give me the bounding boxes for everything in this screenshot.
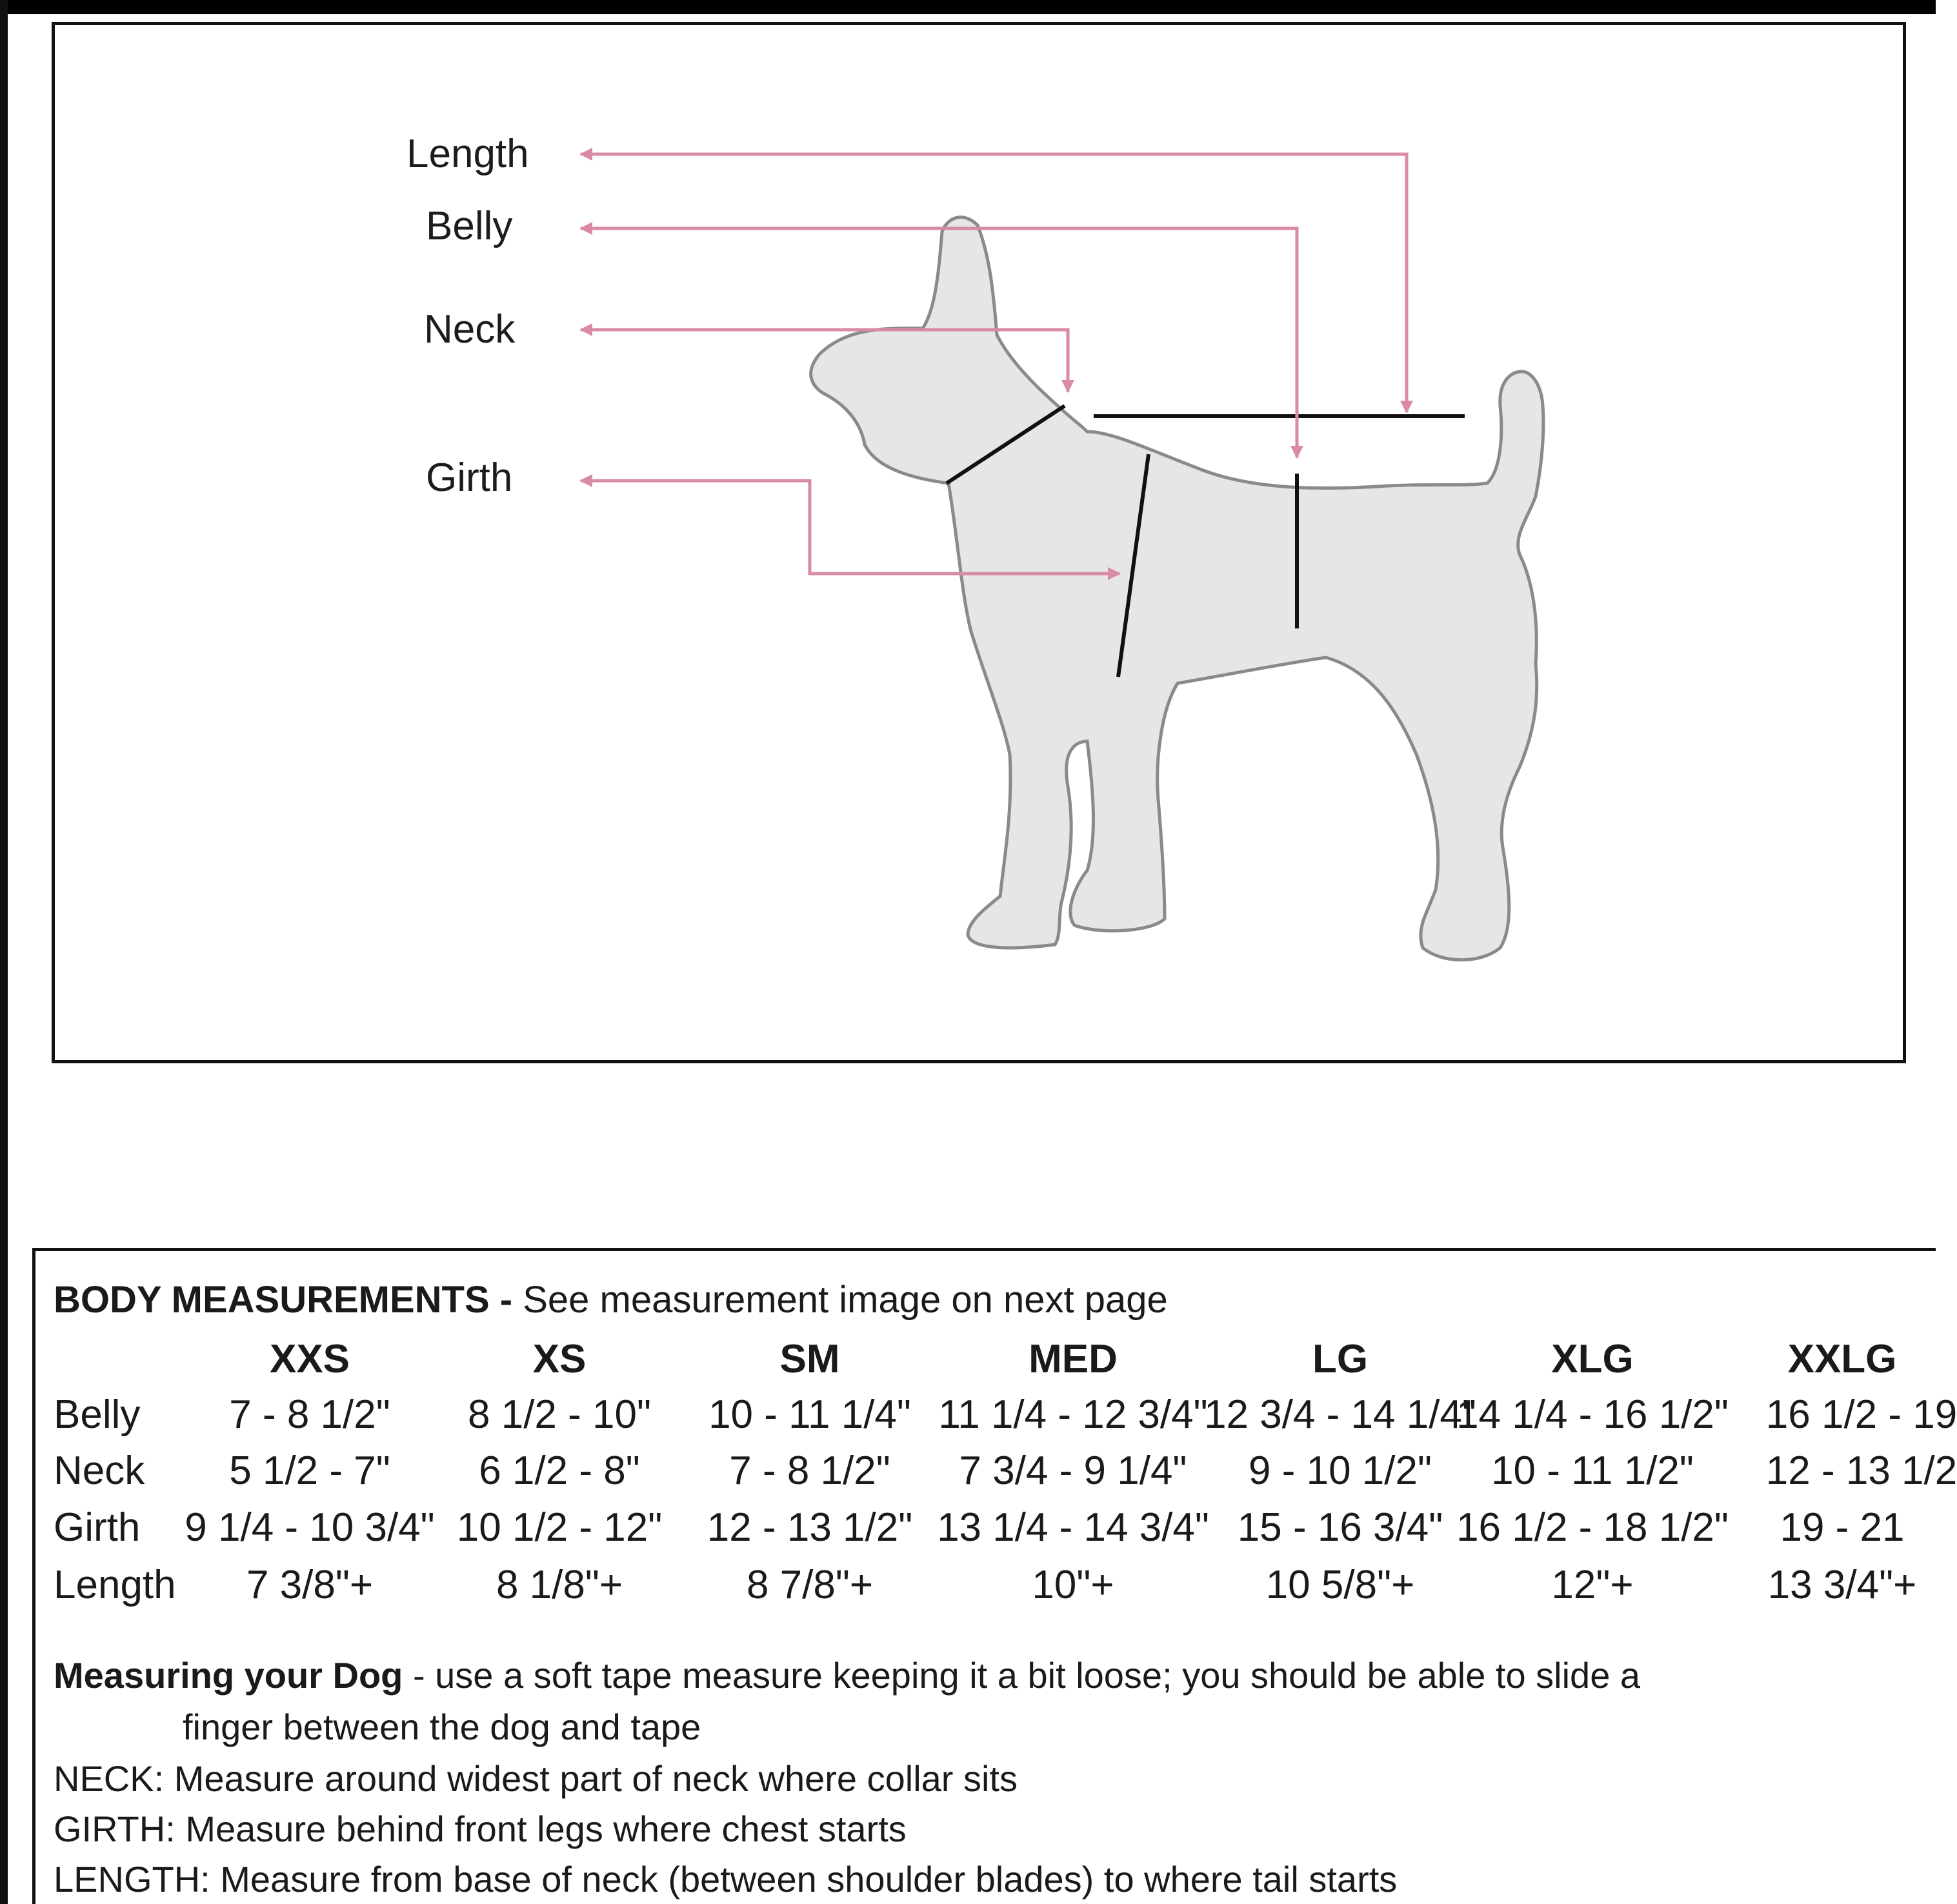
length-instruction: LENGTH: Measure from base of neck (between shoulder blades) to where tail starts bbox=[54, 1859, 1398, 1899]
table-cell: 16 1/2 - 19 bbox=[1765, 1392, 1957, 1437]
table-cell: 7 3/4 - 9 1/4" bbox=[959, 1448, 1187, 1493]
table-cell: 8 7/8"+ bbox=[746, 1563, 874, 1607]
size-chart-heading: BODY MEASUREMENTS - See measurement image on next page bbox=[54, 1279, 1168, 1321]
size-header-xlg: XLG bbox=[1551, 1337, 1634, 1381]
size-header-sm: SM bbox=[779, 1337, 840, 1381]
label-length: Length bbox=[406, 132, 529, 176]
table-cell: 5 1/2 - 7" bbox=[229, 1448, 390, 1493]
size-header-xxlg: XXLG bbox=[1787, 1337, 1897, 1381]
table-cell: 15 - 16 3/4" bbox=[1237, 1505, 1443, 1550]
row-label-girth: Girth bbox=[54, 1505, 141, 1550]
table-cell: 7 3/8"+ bbox=[246, 1563, 374, 1607]
table-cell: 10 - 11 1/2" bbox=[1491, 1448, 1694, 1493]
table-cell: 12"+ bbox=[1551, 1563, 1634, 1607]
measuring-instructions-continued: finger between the dog and tape bbox=[183, 1707, 701, 1747]
table-cell: 7 - 8 1/2" bbox=[229, 1392, 390, 1437]
left-border-edge bbox=[0, 0, 8, 1904]
top-border-bar bbox=[0, 0, 1936, 14]
table-cell: 10 1/2 - 12" bbox=[456, 1505, 663, 1550]
table-cell: 10 - 11 1/4" bbox=[708, 1392, 911, 1437]
label-girth: Girth bbox=[426, 456, 513, 500]
row-label-belly: Belly bbox=[54, 1392, 141, 1437]
table-cell: 12 - 13 1/2" bbox=[707, 1505, 913, 1550]
size-header-xs: XS bbox=[532, 1337, 587, 1381]
table-cell: 13 1/4 - 14 3/4" bbox=[937, 1505, 1209, 1550]
table-cell: 9 1/4 - 10 3/4" bbox=[185, 1505, 435, 1550]
neck-instruction: NECK: Measure around widest part of neck where collar sits bbox=[54, 1758, 1018, 1799]
girth-instruction: GIRTH: Measure behind front legs where chest starts bbox=[54, 1809, 907, 1849]
table-cell: 6 1/2 - 8" bbox=[479, 1448, 640, 1493]
table-cell: 8 1/8"+ bbox=[496, 1563, 623, 1607]
table-cell: 16 1/2 - 18 1/2" bbox=[1456, 1505, 1729, 1550]
table-cell: 10 5/8"+ bbox=[1265, 1563, 1415, 1607]
measurement-diagram-frame bbox=[52, 22, 1906, 1063]
size-chart-panel bbox=[32, 1248, 1957, 1904]
table-cell: 12 3/4 - 14 1/4" bbox=[1204, 1392, 1476, 1437]
measuring-instructions: Measuring your Dog - use a soft tape measure keeping it a bit loose; you should be able to slide a bbox=[54, 1655, 1641, 1696]
label-neck: Neck bbox=[424, 307, 516, 352]
label-belly: Belly bbox=[426, 204, 513, 248]
dog-measurement-diagram bbox=[55, 25, 1903, 1060]
table-cell: 10"+ bbox=[1032, 1563, 1114, 1607]
table-cell: 12 - 13 1/2 bbox=[1765, 1448, 1957, 1493]
table-cell: 19 - 21 bbox=[1780, 1505, 1905, 1550]
size-header-xxs: XXS bbox=[269, 1337, 350, 1381]
table-cell: 14 1/4 - 16 1/2" bbox=[1456, 1392, 1729, 1437]
size-header-lg: LG bbox=[1312, 1337, 1369, 1381]
table-cell: 13 3/4"+ bbox=[1767, 1563, 1917, 1607]
table-cell: 8 1/2 - 10" bbox=[468, 1392, 651, 1437]
table-cell: 9 - 10 1/2" bbox=[1249, 1448, 1432, 1493]
row-label-neck: Neck bbox=[54, 1448, 145, 1493]
row-label-length: Length bbox=[54, 1563, 176, 1607]
table-cell: 7 - 8 1/2" bbox=[729, 1448, 890, 1493]
size-header-med: MED bbox=[1029, 1337, 1118, 1381]
table-cell: 11 1/4 - 12 3/4" bbox=[938, 1392, 1208, 1437]
